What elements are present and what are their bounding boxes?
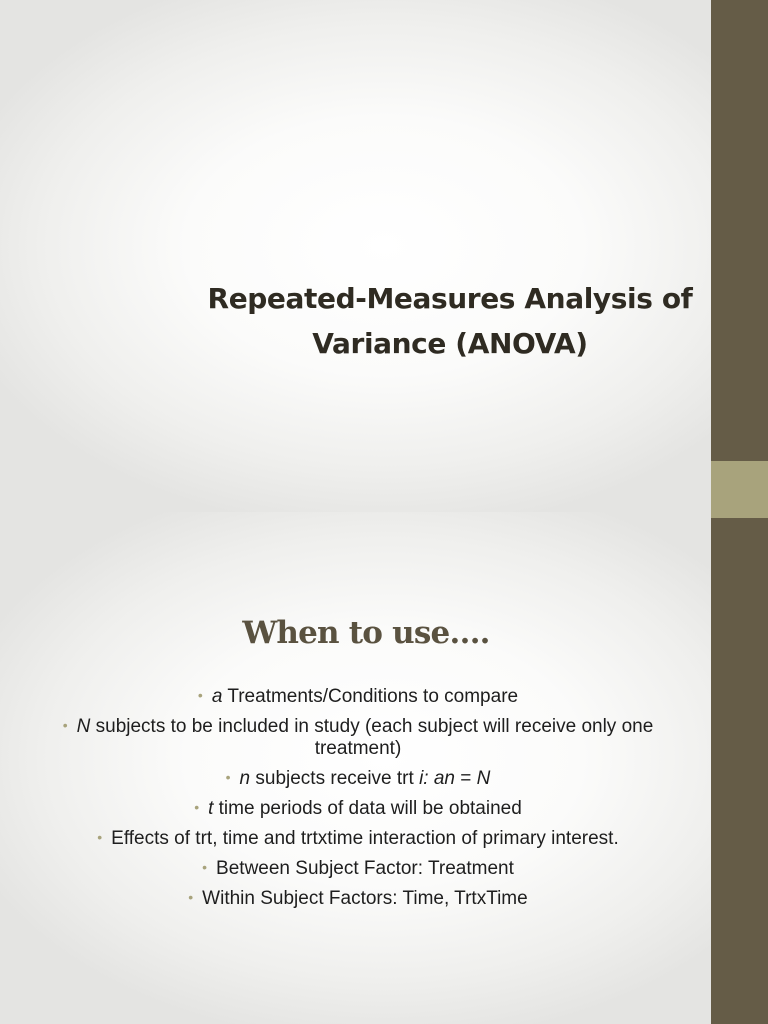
bullet-variable: N [476, 768, 491, 789]
bullet-text: Effects of trt, time and trtxtime interaction of primary interest. [111, 828, 619, 849]
list-item [48, 888, 668, 910]
list-item [48, 686, 668, 708]
bullet-text: subjects to be included in study (each subject will receive only one treatment) [90, 716, 654, 759]
section-heading: When to use…. [242, 615, 490, 651]
bullet-text: = [454, 768, 477, 789]
slide-background [0, 0, 711, 512]
bullet-icon: • [194, 799, 200, 815]
bullet-text: Treatments/Conditions to compare [222, 686, 519, 707]
slide-title-page [0, 0, 711, 512]
bullet-variable: i: an [419, 768, 455, 789]
slide-title-line-2: Variance (ANOVA) [312, 327, 588, 360]
bullet-icon: • [188, 889, 194, 905]
list-item [48, 798, 668, 820]
bullet-variable: N [76, 716, 91, 737]
bullet-variable: t [208, 798, 214, 819]
slide-title-line-1: Repeated-Measures Analysis of [207, 282, 693, 315]
bullet-icon: • [225, 769, 231, 785]
slide-title [180, 276, 711, 366]
bullet-icon: • [62, 717, 68, 733]
bullet-icon: • [197, 687, 203, 703]
list-item [48, 828, 668, 850]
list-item [48, 768, 668, 790]
bullet-text: subjects receive trt [250, 768, 420, 789]
bullet-text: Within Subject Factors: Time, TrtxTime [202, 888, 528, 909]
bullet-text: time periods of data will be obtained [213, 798, 522, 819]
slide-when-to-use [0, 512, 711, 1024]
sidebar-accent-block [711, 461, 768, 518]
bullet-text: Between Subject Factor: Treatment [216, 858, 514, 879]
decorative-sidebar [711, 0, 768, 1024]
list-item [48, 858, 668, 880]
bullet-icon: • [202, 859, 208, 875]
list-item [48, 716, 668, 760]
bullet-variable: n [239, 768, 251, 789]
bullet-variable: a [211, 686, 223, 707]
bullet-icon: • [97, 829, 103, 845]
bullet-list [48, 686, 668, 918]
